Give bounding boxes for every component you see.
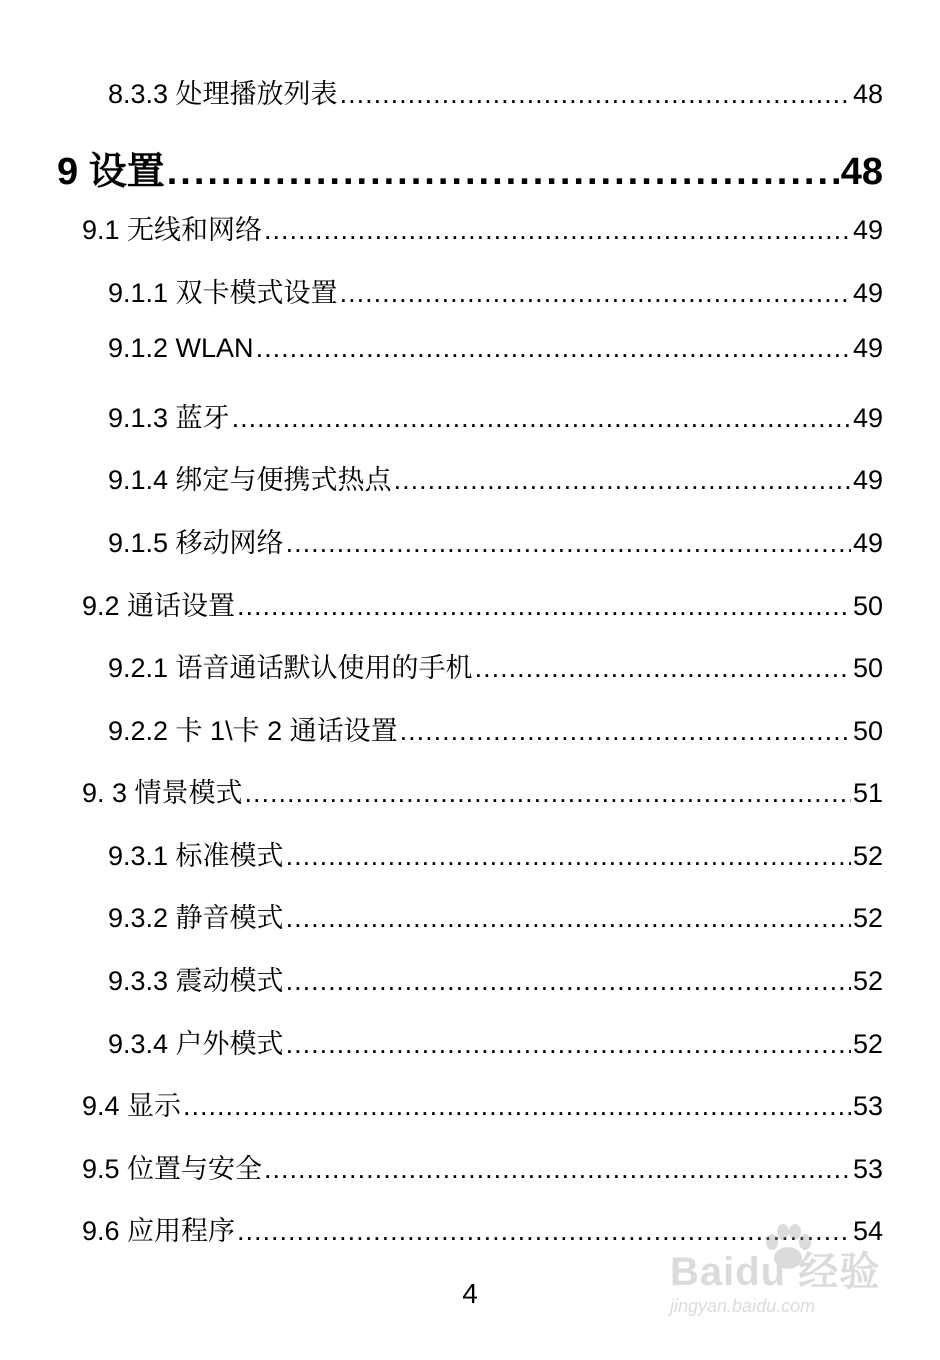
toc-entry — [108, 72, 883, 111]
toc-entry-page: 49 — [852, 528, 883, 558]
toc-entry-page: 51 — [852, 778, 883, 808]
toc-entry-page: 53 — [852, 1091, 883, 1121]
toc-entry — [82, 208, 883, 247]
toc-dot-leader — [286, 528, 851, 559]
toc-entry-title: 9.2 通话设置 — [82, 591, 236, 621]
toc-entry-title: 9.5 位置与安全 — [82, 1154, 263, 1184]
toc-entry-title: 9.4 显示 — [82, 1091, 182, 1121]
toc-entry — [108, 896, 883, 935]
toc-entry-title: 8.3.3 处理播放列表 — [108, 79, 338, 109]
toc-entry-title: 9.1.4 绑定与便携式热点 — [108, 465, 392, 495]
toc-dot-leader — [237, 591, 851, 622]
toc-entry — [108, 271, 883, 310]
toc-dot-leader — [394, 465, 851, 496]
toc-entry — [82, 1147, 883, 1186]
toc-dot-leader — [232, 403, 851, 434]
toc-entry-page: 52 — [852, 966, 883, 996]
toc-dot-leader — [340, 79, 851, 110]
toc-entry — [108, 396, 883, 435]
toc-entry-title: 9.1.5 移动网络 — [108, 528, 284, 558]
toc-dot-leader — [264, 215, 851, 246]
toc-dot-leader — [183, 1091, 851, 1122]
toc-dot-leader — [475, 653, 851, 684]
toc-entry — [108, 834, 883, 873]
toc-entry-title: 9.3.3 震动模式 — [108, 966, 284, 996]
toc-entry — [108, 333, 883, 364]
toc-entry — [108, 1022, 883, 1061]
toc-dot-leader — [245, 778, 851, 809]
toc-entry-title: 9.2.2 卡 1\卡 2 通话设置 — [108, 716, 398, 746]
toc-entry — [108, 521, 883, 560]
toc-entry-page: 50 — [852, 591, 883, 621]
toc-entry-page: 48 — [840, 151, 883, 193]
toc-entry — [82, 771, 883, 810]
toc-entry-page: 52 — [852, 841, 883, 871]
toc-entry-title: 9.1.3 蓝牙 — [108, 403, 230, 433]
toc-entry-page: 52 — [852, 903, 883, 933]
watermark — [640, 1218, 900, 1328]
toc-dot-leader — [167, 151, 839, 194]
toc-entry-title: 9.1 无线和网络 — [82, 215, 263, 245]
toc-dot-leader — [286, 1029, 851, 1060]
toc-dot-leader — [340, 278, 851, 309]
toc-dot-leader — [400, 716, 851, 747]
toc-entry-page: 54 — [852, 1216, 883, 1246]
toc-entry-page: 48 — [852, 79, 883, 109]
toc-entry-title: 9 设置 — [57, 151, 165, 193]
toc-entry-title: 9.3.2 静音模式 — [108, 903, 284, 933]
toc-dot-leader — [264, 1154, 851, 1185]
toc-entry — [82, 584, 883, 623]
toc-entry — [108, 458, 883, 497]
toc-dot-leader — [286, 903, 851, 934]
toc-entry — [108, 646, 883, 685]
toc-entry-page: 49 — [852, 333, 883, 363]
toc-dot-leader — [256, 333, 851, 364]
toc-entry-title: 9.2.1 语音通话默认使用的手机 — [108, 653, 473, 683]
toc-entry-page: 49 — [852, 465, 883, 495]
toc-dot-leader — [286, 966, 851, 997]
page-number: 4 — [462, 1278, 478, 1309]
toc-entry-page: 50 — [852, 716, 883, 746]
watermark-url: jingyan.baidu.com — [670, 1296, 816, 1316]
toc-entry-title: 9. 3 情景模式 — [82, 778, 243, 808]
toc-entry-page: 49 — [852, 278, 883, 308]
toc-entry — [108, 709, 883, 748]
toc-chapter-entry — [57, 140, 883, 195]
toc-entry-page: 49 — [852, 215, 883, 245]
toc-entry-title: 9.3.1 标准模式 — [108, 841, 284, 871]
toc-dot-leader — [286, 841, 851, 872]
toc-entry-page: 53 — [852, 1154, 883, 1184]
toc-entry-title: 9.1.2 WLAN — [108, 333, 254, 363]
toc-entry — [108, 959, 883, 998]
toc-entry-title: 9.6 应用程序 — [82, 1216, 236, 1246]
toc-entry-title: 9.3.4 户外模式 — [108, 1029, 284, 1059]
toc-entry-page: 52 — [852, 1029, 883, 1059]
toc-entry — [82, 1084, 883, 1123]
toc-entry-page: 50 — [852, 653, 883, 683]
toc-entry-page: 49 — [852, 403, 883, 433]
watermark-brand: Baidu 经验 — [670, 1250, 881, 1294]
toc-entry-title: 9.1.1 双卡模式设置 — [108, 278, 338, 308]
